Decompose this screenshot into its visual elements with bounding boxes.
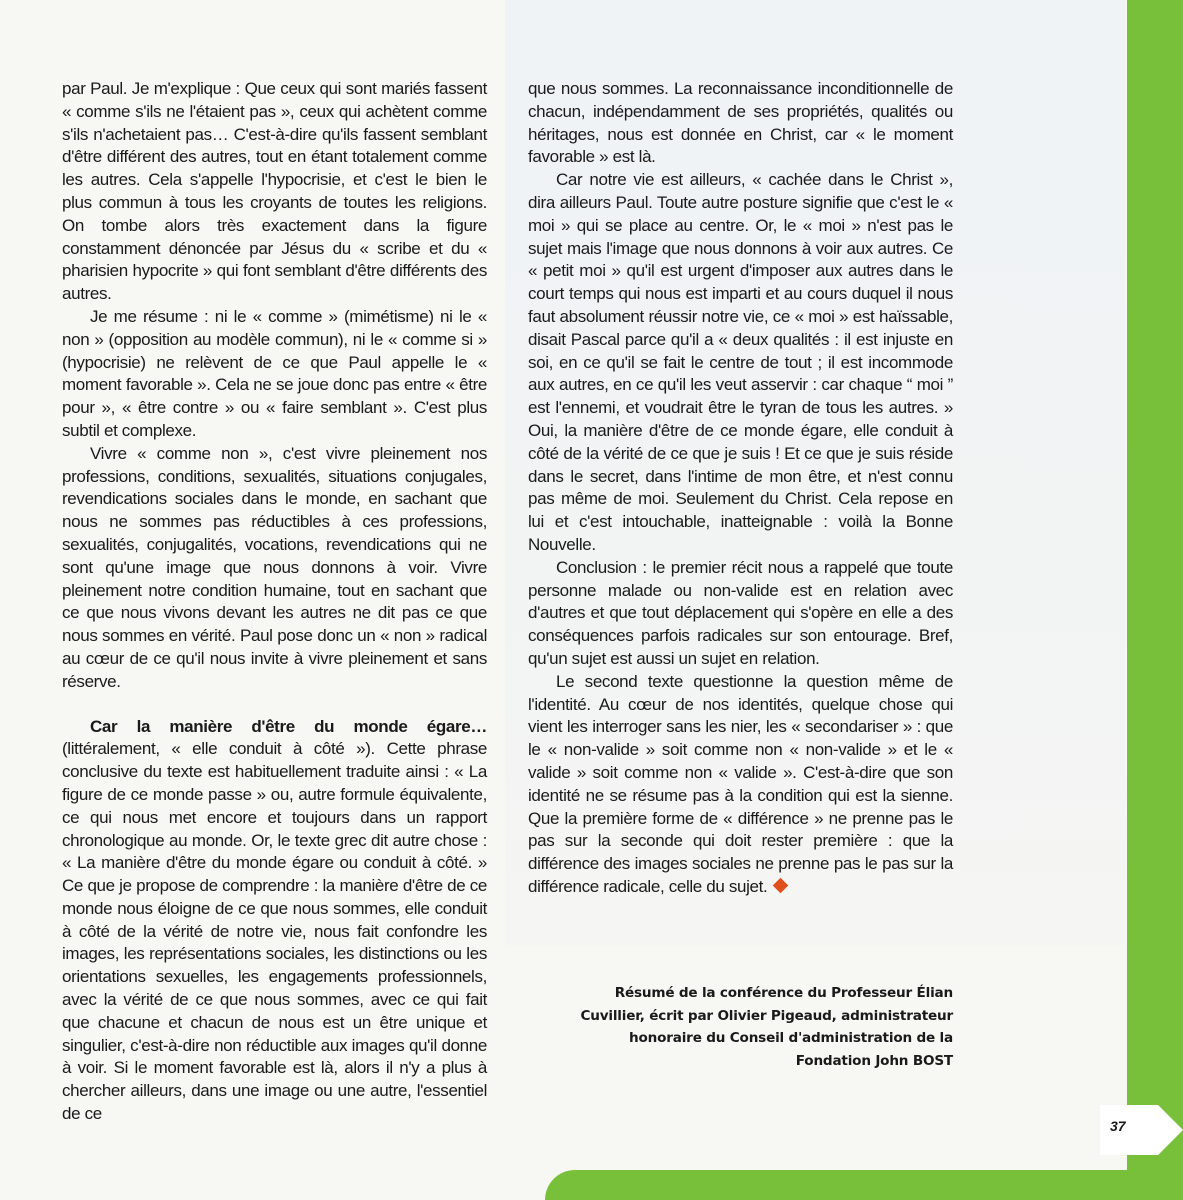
article-credit: Résumé de la conférence du Professeur Élian Cuvillier, écrit par Olivier Pigeaud, administrateur honoraire du Conseil d'administration de la Fondation John BOST bbox=[580, 985, 953, 1069]
paragraph-body: Le second texte questionne la question même de l'identité. Au cœur de nos identités, quelque chose qui vient les interroger sans les nier, les « secondariser » : que le « non-valide » soit comme non « non-valide » et le « valide » soit comme non « valide ». C'est-à-dire que son identité ne se résume pas à la condition qui est la sienne. Que la première forme de « différence » ne prenne pas le pas sur la seconde qui doit rester première : que la différence des images sociales ne prenne pas le pas sur la différence radicale, celle du sujet. bbox=[528, 671, 953, 896]
left-column bbox=[62, 78, 487, 1126]
paragraph bbox=[528, 671, 953, 899]
paragraph: Je me résume : ni le « comme » (mimétisme) ni le « non » (opposition au modèle commun), ni le « comme si » (hypocrisie) ne relèvent de ce que Paul appelle le « moment favorable ». Cela ne se joue donc pas entre « être pour », « être contre » ou « faire semblant ». C'est plus subtil et complexe. bbox=[62, 306, 487, 440]
paragraph-lead: Car la manière d'être du monde égare… bbox=[90, 716, 487, 736]
green-side-band bbox=[1127, 0, 1183, 1200]
right-column bbox=[528, 78, 953, 899]
paragraph: que nous sommes. La reconnaissance inconditionnelle de chacun, indépendamment de ses propriétés, qualités ou héritages, nous est donnée en Christ, car « le moment favorable » est là. bbox=[528, 79, 953, 167]
paragraph bbox=[62, 716, 487, 1126]
paragraph: Conclusion : le premier récit nous a rappelé que toute personne malade ou non-valide est en relation avec d'autres et que tout déplacement qui s'opère en elle a des conséquences parfois radicales sur son entourage. Bref, qu'un sujet est aussi un sujet en relation. bbox=[528, 557, 953, 668]
paragraph-body: (littéralement, « elle conduit à côté »). Cette phrase conclusive du texte est habituellement traduite ainsi : « La figure de ce monde passe » ou, autre formule équivalente, ce qui nous met encore et toujours dans un rapport chronologique au monde. Or, le texte grec dit autre chose : « La manière d'être du monde égare ou conduit à côté. » Ce que je propose de comprendre : la manière d'être de ce monde nous éloigne de ce que nous sommes, elle conduit à côté de la vérité de notre vie, nous fait confondre les images, les représentations sociales, les distinctions ou les orientations sexuelles, les engagements professionnels, avec la vérité de ce que nous sommes, avec ce qui fait que chacune et chacun de nous est un être unique et singulier, c'est-à-dire non réductible aux images qu'il donne à voir. Si le moment favorable est là, alors il n'y a plus à chercher ailleurs, dans une image ou une autre, l'essentiel de ce bbox=[62, 739, 487, 1124]
page-number: 37 bbox=[1110, 1118, 1126, 1134]
end-diamond-icon bbox=[773, 878, 789, 894]
paragraph: Car notre vie est ailleurs, « cachée dans le Christ », dira ailleurs Paul. Toute autre posture signifie que c'est le « moi » qui se place au centre. Or, le « moi » n'est pas le sujet mais l'image que nous donnons à voir aux autres. Ce « petit moi » qu'il est urgent d'imposer aux autres dans le court temps qui nous est imparti et au cours duquel il nous faut absolument réussir notre vie, ce « moi » est haïssable, disait Pascal parce qu'il a « deux qualités : il est injuste en soi, en ce qu'il se fait le centre de tout ; il est incommode aux autres, en ce qu'il les veut asservir : car chaque “ moi ” est l'ennemi, et voudrait être le tyran de tous les autres. » Oui, la manière d'être de ce monde égare, elle conduit à côté de la vérité de ce que je suis ! Et ce que je suis réside dans le secret, dans l'intime de mon être, et n'est connu pas même de moi. Seulement du Christ. Cela repose en lui et c'est intouchable, inatteignable : voilà la Bonne Nouvelle. bbox=[528, 170, 953, 554]
paragraph: par Paul. Je m'explique : Que ceux qui sont mariés fassent « comme s'ils ne l'étaient pas », ceux qui achètent comme s'ils n'achetaient pas… C'est-à-dire qu'ils fassent semblant d'être différent des autres, tout en étant totalement comme les autres. Cela s'appelle l'hypocrisie, et c'est le bien le plus commun à tous les croyants de toutes les religions. On tombe alors très exactement dans la figure constamment dénoncée par Jésus du « scribe et du « pharisien hypocrite » qui font semblant d'être différents des autres. bbox=[62, 79, 487, 304]
green-bottom-band bbox=[545, 1170, 1183, 1200]
paragraph: Vivre « comme non », c'est vivre pleinement nos professions, conditions, sexualités, situations conjugales, revendications sociales dans le monde, en sachant que nous ne sommes pas réductibles à ces professions, sexualités, conjugalités, vocations, revendications qui ne sont qu'une image que nous donnons à voir. Vivre pleinement notre condition humaine, tout en sachant que ce que nous vivons devant les autres ne dit pas ce que nous sommes en vérité. Paul pose donc un « non » radical au cœur de ce qu'il nous invite à vivre pleinement et sans réserve. bbox=[62, 443, 487, 691]
